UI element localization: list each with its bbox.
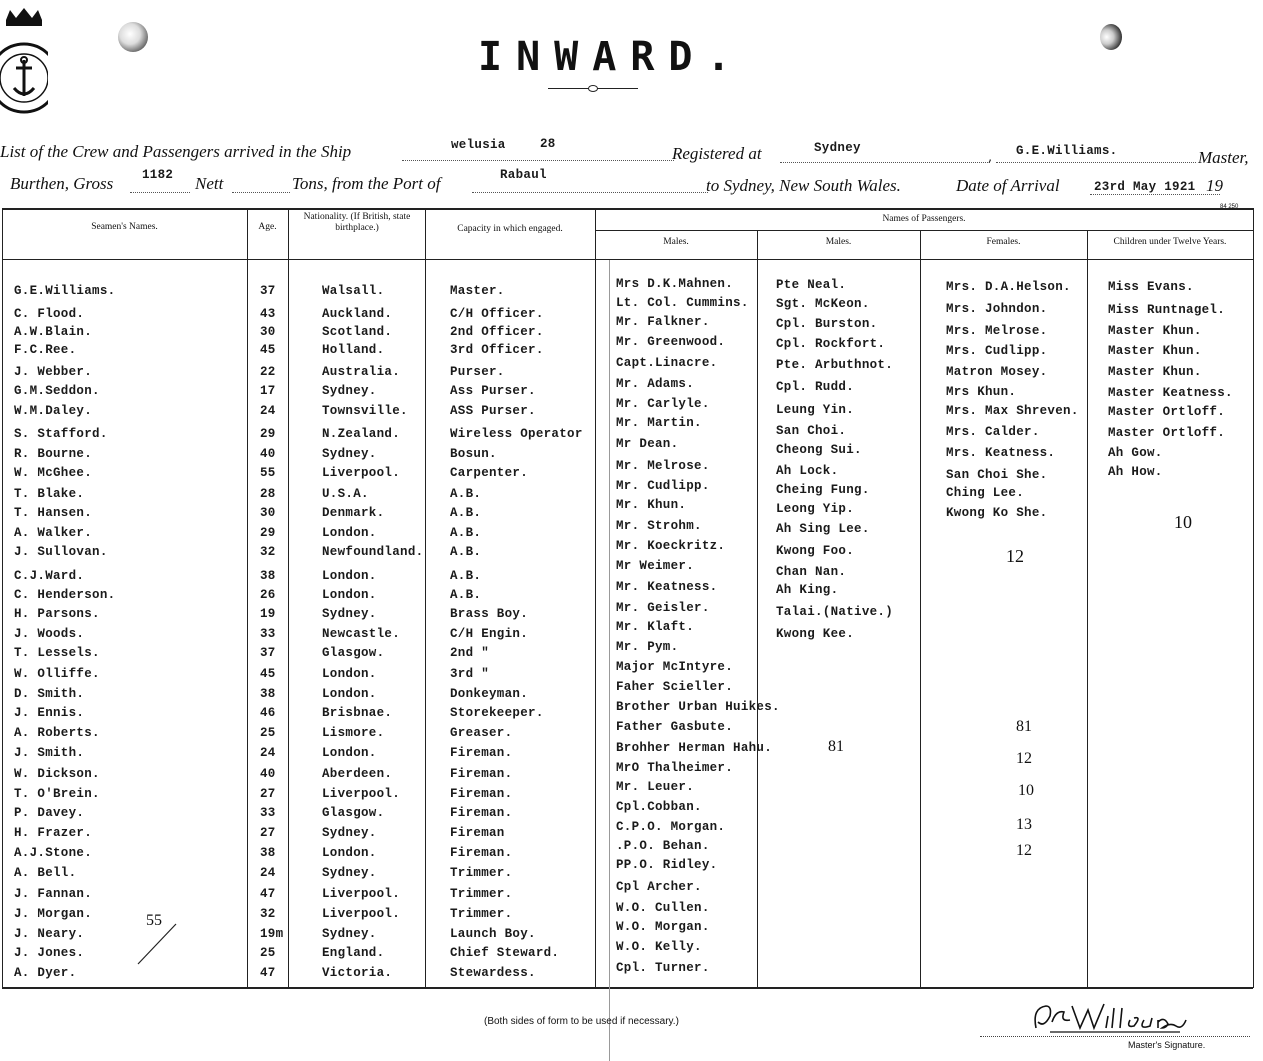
seaman-capacity: Stewardess. (450, 966, 536, 980)
date-rule (1090, 194, 1220, 195)
seaman-nationality: Aberdeen. (322, 767, 393, 781)
seaman-name: W. McGhee. (14, 466, 93, 480)
seaman-nationality: London. (322, 846, 377, 860)
passenger-female-name: Matron Mosey. (946, 365, 1048, 379)
seaman-age: 19 (260, 607, 276, 621)
passenger-female-name: Mrs Khun. (946, 385, 1017, 399)
passenger-male-name: Sgt. McKeon. (776, 297, 870, 311)
seaman-name: P. Davey. (14, 806, 85, 820)
seaman-age: 26 (260, 588, 276, 602)
seaman-capacity: Fireman. (450, 787, 513, 801)
handwritten-tally-1: 81 (1016, 718, 1032, 735)
seaman-name: A. Walker. (14, 526, 93, 540)
seaman-age: 47 (260, 887, 276, 901)
passenger-male-name: Mr. Martin. (616, 416, 702, 430)
handwritten-count-males2: 81 (828, 738, 844, 755)
handwritten-mark-55: 55 (146, 912, 162, 929)
passenger-male-name: Chan Nan. (776, 565, 847, 579)
seaman-capacity: Greaser. (450, 726, 513, 740)
handwritten-tally-5: 12 (1016, 842, 1032, 859)
header-line1-a: List of the Crew and Passengers arrived in the Ship (0, 142, 352, 161)
col-border-3 (425, 208, 426, 988)
passenger-male-name: Leung Yin. (776, 403, 855, 417)
seaman-age: 17 (260, 384, 276, 398)
passenger-male-name: Mr. Greenwood. (616, 335, 726, 349)
seaman-name: T. O'Brein. (14, 787, 100, 801)
seaman-nationality: Liverpool. (322, 466, 401, 480)
port-rule (472, 192, 708, 193)
seaman-nationality: London. (322, 667, 377, 681)
passenger-female-name: San Choi She. (946, 468, 1048, 482)
passenger-male-name: San Choi. (776, 424, 847, 438)
ship-rule (402, 160, 674, 161)
seaman-name: J. Sullovan. (14, 545, 108, 559)
seaman-age: 40 (260, 767, 276, 781)
seaman-capacity: C/H Engin. (450, 627, 529, 641)
passenger-male-name: Cheong Sui. (776, 443, 862, 457)
seaman-age: 24 (260, 404, 276, 418)
passenger-female-name: Mrs. Johndon. (946, 302, 1048, 316)
passenger-male-name: W.O. Morgan. (616, 920, 710, 934)
passenger-child-name: Master Khun. (1108, 324, 1202, 338)
col-border-4 (595, 208, 596, 988)
seaman-capacity: Fireman. (450, 767, 513, 781)
seaman-age: 29 (260, 526, 276, 540)
passenger-male-name: Cheing Fung. (776, 483, 870, 497)
seaman-age: 33 (260, 627, 276, 641)
seaman-capacity: Fireman (450, 826, 505, 840)
seaman-nationality: London. (322, 526, 377, 540)
handwritten-tally-2: 12 (1016, 750, 1032, 767)
passenger-child-name: Ah Gow. (1108, 446, 1163, 460)
seaman-capacity: A.B. (450, 569, 482, 583)
seaman-name: T. Hansen. (14, 506, 93, 520)
seaman-name: J. Jones. (14, 946, 85, 960)
seaman-age: 24 (260, 746, 276, 760)
passenger-male-name: Mr. Cudlipp. (616, 479, 710, 493)
passenger-male-name: Cpl. Turner. (616, 961, 710, 975)
nett-rule (232, 192, 290, 193)
handwritten-tally-4: 13 (1016, 816, 1032, 833)
seaman-name: G.E.Williams. (14, 284, 116, 298)
gross-value: 1182 (142, 168, 174, 182)
punch-hole-right-icon (1100, 24, 1122, 50)
seaman-capacity: Carpenter. (450, 466, 529, 480)
from-port: Rabaul (500, 168, 547, 182)
seaman-age: 47 (260, 966, 276, 980)
passenger-male-name: Father Gasbute. (616, 720, 734, 734)
seaman-nationality: Liverpool. (322, 887, 401, 901)
seaman-capacity: A.B. (450, 526, 482, 540)
passenger-male-name: W.O. Cullen. (616, 901, 710, 915)
col-border-6 (920, 230, 921, 988)
passenger-male-name: Mr. Melrose. (616, 459, 710, 473)
seaman-nationality: Scotland. (322, 325, 393, 339)
seaman-age: 37 (260, 284, 276, 298)
seaman-capacity: 2nd " (450, 646, 490, 660)
seaman-capacity: Fireman. (450, 806, 513, 820)
seaman-capacity: C/H Officer. (450, 307, 544, 321)
handwritten-slash (134, 920, 178, 968)
col-header-capacity: Capacity in which engaged. (457, 224, 563, 234)
col-header-children: Children under Twelve Years. (1113, 237, 1227, 247)
registered-at: Sydney (814, 141, 861, 155)
seaman-age: 24 (260, 866, 276, 880)
title-ornament-dot (588, 85, 598, 92)
master-signature-image (1030, 998, 1190, 1040)
passenger-male-name: Faher Scieller. (616, 680, 734, 694)
seaman-name: W. Olliffe. (14, 667, 100, 681)
handwritten-count-children: 10 (1174, 512, 1192, 532)
header-line1-c: Master, (1198, 148, 1249, 167)
passenger-male-name: Mr. Keatness. (616, 580, 718, 594)
col-border-5 (757, 230, 758, 988)
seaman-nationality: Walsall. (322, 284, 385, 298)
seaman-age: 55 (260, 466, 276, 480)
seaman-nationality: Glasgow. (322, 646, 385, 660)
table-bottom-border (2, 987, 1253, 989)
signature-rule (980, 1036, 1250, 1037)
seaman-name: A. Dyer. (14, 966, 77, 980)
seaman-nationality: Auckland. (322, 307, 393, 321)
passenger-male-name: Cpl. Burston. (776, 317, 878, 331)
seaman-capacity: Master. (450, 284, 505, 298)
passenger-female-name: Kwong Ko She. (946, 506, 1048, 520)
seaman-capacity: A.B. (450, 506, 482, 520)
passenger-female-name: Mrs. Calder. (946, 425, 1040, 439)
passenger-child-name: Master Ortloff. (1108, 426, 1226, 440)
passenger-male-name: Mr. Strohm. (616, 519, 702, 533)
seaman-name: W. Dickson. (14, 767, 100, 781)
seaman-name: J. Smith. (14, 746, 85, 760)
seaman-name: S. Stafford. (14, 427, 108, 441)
passenger-male-name: Kwong Foo. (776, 544, 855, 558)
seaman-capacity: Fireman. (450, 746, 513, 760)
seaman-nationality: Newfoundland. (322, 545, 424, 559)
seaman-name: T. Lessels. (14, 646, 100, 660)
form-code: 84 250 (1220, 204, 1239, 210)
passenger-male-name: Mr. Geisler. (616, 601, 710, 615)
seaman-capacity: 3rd " (450, 667, 490, 681)
passenger-male-name: Mr. Falkner. (616, 315, 710, 329)
passenger-female-name: Mrs. Cudlipp. (946, 344, 1048, 358)
passenger-male-name: Major McIntyre. (616, 660, 734, 674)
passenger-male-name: Lt. Col. Cummins. (616, 296, 749, 310)
seaman-name: J. Webber. (14, 365, 93, 379)
seaman-age: 27 (260, 826, 276, 840)
passenger-male-name: Ah King. (776, 583, 839, 597)
header-line1-b: Registered at (672, 144, 762, 163)
seaman-nationality: Liverpool. (322, 787, 401, 801)
col-header-seamen: Seamen's Names. (91, 222, 158, 232)
seaman-name: J. Ennis. (14, 706, 85, 720)
col-header-females: Females. (986, 237, 1021, 247)
ship-name: welusia (451, 138, 506, 152)
footer-note: (Both sides of form to be used if necessary.) (484, 1016, 679, 1027)
seaman-age: 32 (260, 545, 276, 559)
seaman-nationality: Brisbnae. (322, 706, 393, 720)
seaman-capacity: Fireman. (450, 846, 513, 860)
passenger-male-name: Mr. Adams. (616, 377, 695, 391)
passenger-male-name: Pte Neal. (776, 278, 847, 292)
col-header-males2: Males. (825, 237, 852, 247)
seaman-name: C. Flood. (14, 307, 85, 321)
seaman-age: 27 (260, 787, 276, 801)
seaman-nationality: England. (322, 946, 385, 960)
header-line2-d: to Sydney, New South Wales. (706, 176, 901, 195)
seaman-nationality: Townsville. (322, 404, 408, 418)
passenger-child-name: Master Khun. (1108, 344, 1202, 358)
passenger-male-name: Ah Lock. (776, 464, 839, 478)
passenger-male-name: PP.O. Ridley. (616, 858, 718, 872)
seaman-age: 40 (260, 447, 276, 461)
seaman-age: 38 (260, 846, 276, 860)
col-border-8 (1253, 208, 1254, 988)
seaman-capacity: Trimmer. (450, 887, 513, 901)
col-border-7 (1087, 230, 1088, 988)
seaman-age: 46 (260, 706, 276, 720)
seaman-nationality: Sydney. (322, 927, 377, 941)
seaman-age: 38 (260, 687, 276, 701)
seaman-name: C. Henderson. (14, 588, 116, 602)
seaman-nationality: Denmark. (322, 506, 385, 520)
passenger-male-name: Cpl. Rockfort. (776, 337, 886, 351)
seaman-nationality: U.S.A. (322, 487, 369, 501)
passenger-female-name: Mrs. Max Shreven. (946, 404, 1079, 418)
seaman-capacity: Launch Boy. (450, 927, 536, 941)
seaman-nationality: Victoria. (322, 966, 393, 980)
seaman-name: A. Bell. (14, 866, 77, 880)
col-border-1 (247, 208, 248, 988)
seaman-capacity: A.B. (450, 545, 482, 559)
passenger-male-name: C.P.O. Morgan. (616, 820, 726, 834)
passenger-male-name: Cpl.Cobban. (616, 800, 702, 814)
seaman-nationality: London. (322, 746, 377, 760)
seaman-nationality: London. (322, 588, 377, 602)
seaman-age: 19m (260, 927, 284, 941)
col-header-age: Age. (258, 222, 277, 232)
passenger-male-name: Mr Weimer. (616, 559, 695, 573)
seaman-nationality: Sydney. (322, 866, 377, 880)
seaman-name: H. Parsons. (14, 607, 100, 621)
seaman-name: D. Smith. (14, 687, 85, 701)
passenger-male-name: Mr. Koeckritz. (616, 539, 726, 553)
handwritten-count-females: 12 (1006, 546, 1024, 566)
seaman-capacity: ASS Purser. (450, 404, 536, 418)
header-line2-c: Tons, from the Port of (292, 174, 441, 193)
page-title: INWARD. (478, 34, 745, 80)
seaman-name: A. Roberts. (14, 726, 100, 740)
seaman-age: 32 (260, 907, 276, 921)
ship-number: 28 (540, 137, 556, 151)
seaman-capacity: Trimmer. (450, 907, 513, 921)
seaman-nationality: Sydney. (322, 826, 377, 840)
seaman-nationality: Holland. (322, 343, 385, 357)
seaman-name: C.J.Ward. (14, 569, 85, 583)
seaman-name: G.M.Seddon. (14, 384, 100, 398)
passenger-child-name: Master Keatness. (1108, 386, 1233, 400)
passengers-subheader-border (595, 230, 1253, 231)
seaman-age: 28 (260, 487, 276, 501)
seaman-name: H. Frazer. (14, 826, 93, 840)
seaman-capacity: 2nd Officer. (450, 325, 544, 339)
col-header-males1: Males. (663, 237, 689, 247)
seaman-age: 30 (260, 506, 276, 520)
seaman-name: J. Morgan. (14, 907, 93, 921)
seaman-name: A.W.Blain. (14, 325, 93, 339)
seaman-nationality: Newcastle. (322, 627, 401, 641)
passenger-child-name: Ah How. (1108, 465, 1163, 479)
passenger-male-name: Kwong Kee. (776, 627, 855, 641)
seaman-capacity: Purser. (450, 365, 505, 379)
seaman-age: 45 (260, 667, 276, 681)
passenger-male-name: MrO Thalheimer. (616, 761, 734, 775)
seaman-nationality: London. (322, 569, 377, 583)
passenger-male-name: Mr. Khun. (616, 498, 687, 512)
passenger-male-name: Mr. Klaft. (616, 620, 695, 634)
passenger-male-name: Mrs D.K.Mahnen. (616, 277, 734, 291)
passenger-female-name: Mrs. Keatness. (946, 446, 1056, 460)
passenger-male-name: Mr. Leuer. (616, 780, 695, 794)
seaman-age: 22 (260, 365, 276, 379)
seaman-age: 38 (260, 569, 276, 583)
passenger-male-name: Brother Urban Huikes. (616, 700, 780, 714)
year-suffix: 19 (1206, 176, 1223, 195)
seaman-age: 43 (260, 307, 276, 321)
master-name: G.E.Williams. (1016, 144, 1118, 158)
seaman-name: J. Woods. (14, 627, 85, 641)
col-border-0 (2, 208, 3, 988)
col-header-passengers: Names of Passengers. (882, 214, 966, 224)
punch-hole-left-icon (118, 22, 148, 52)
passenger-child-name: Master Khun. (1108, 365, 1202, 379)
seaman-nationality: Liverpool. (322, 907, 401, 921)
seaman-capacity: 3rd Officer. (450, 343, 544, 357)
seaman-nationality: London. (322, 687, 377, 701)
seaman-capacity: Chief Steward. (450, 946, 560, 960)
passenger-male-name: Mr. Carlyle. (616, 397, 710, 411)
table-top-border (2, 208, 1253, 210)
seaman-capacity: Trimmer. (450, 866, 513, 880)
seaman-nationality: Sydney. (322, 607, 377, 621)
col-border-2 (288, 208, 289, 988)
seaman-nationality: Sydney. (322, 384, 377, 398)
col-header-nationality: Nationality. (If British, state birthplace.) (303, 212, 411, 233)
passenger-male-name: W.O. Kelly. (616, 940, 702, 954)
master-rule (996, 162, 1196, 163)
seaman-age: 25 (260, 946, 276, 960)
passenger-child-name: Miss Evans. (1108, 280, 1194, 294)
passenger-female-name: Ching Lee. (946, 486, 1025, 500)
seaman-nationality: Lismore. (322, 726, 385, 740)
seaman-nationality: Sydney. (322, 447, 377, 461)
seaman-capacity: Ass Purser. (450, 384, 536, 398)
passenger-female-name: Mrs. D.A.Helson. (946, 280, 1071, 294)
passenger-male-name: Ah Sing Lee. (776, 522, 870, 536)
gross-rule (130, 192, 190, 193)
handwritten-tally-3: 10 (1018, 782, 1034, 799)
seaman-age: 45 (260, 343, 276, 357)
seaman-age: 30 (260, 325, 276, 339)
seaman-name: A.J.Stone. (14, 846, 93, 860)
passenger-male-name: Cpl. Rudd. (776, 380, 855, 394)
seaman-age: 25 (260, 726, 276, 740)
seaman-name: J. Neary. (14, 927, 85, 941)
fold-line (609, 260, 610, 1061)
passenger-male-name: Cpl Archer. (616, 880, 702, 894)
seaman-capacity: A.B. (450, 487, 482, 501)
passenger-child-name: Master Ortloff. (1108, 405, 1226, 419)
passenger-child-name: Miss Runtnagel. (1108, 303, 1226, 317)
passenger-male-name: Mr. Pym. (616, 640, 679, 654)
passenger-male-name: Brohher Herman Hahu. (616, 741, 773, 755)
seaman-capacity: Bosun. (450, 447, 497, 461)
passenger-male-name: Talai.(Native.) (776, 605, 894, 619)
seaman-name: W.M.Daley. (14, 404, 93, 418)
seaman-nationality: N.Zealand. (322, 427, 401, 441)
seaman-name: F.C.Ree. (14, 343, 77, 357)
header-bottom-border (2, 259, 1253, 260)
seaman-nationality: Australia. (322, 365, 401, 379)
seaman-name: J. Fannan. (14, 887, 93, 901)
registered-rule (780, 162, 990, 163)
passenger-male-name: Pte. Arbuthnot. (776, 358, 894, 372)
crown-seal-logo (0, 8, 48, 126)
seaman-age: 29 (260, 427, 276, 441)
seaman-capacity: Brass Boy. (450, 607, 529, 621)
signature-label: Master's Signature. (1128, 1040, 1206, 1050)
seaman-capacity: A.B. (450, 588, 482, 602)
passenger-female-name: Mrs. Melrose. (946, 324, 1048, 338)
passenger-male-name: Leong Yip. (776, 502, 855, 516)
header-line2-e: Date of Arrival (956, 176, 1060, 195)
header-line2-a: Burthen, Gross (10, 174, 114, 193)
seaman-age: 33 (260, 806, 276, 820)
comma-sep: , (988, 150, 993, 165)
arrival-date: 23rd May 1921 (1094, 180, 1196, 194)
passenger-male-name: Mr Dean. (616, 437, 679, 451)
seaman-capacity: Wireless Operator (450, 427, 583, 441)
seaman-name: T. Blake. (14, 487, 85, 501)
seaman-nationality: Glasgow. (322, 806, 385, 820)
seaman-capacity: Storekeeper. (450, 706, 544, 720)
passenger-male-name: .P.O. Behan. (616, 839, 710, 853)
seaman-name: R. Bourne. (14, 447, 93, 461)
seaman-capacity: Donkeyman. (450, 687, 529, 701)
header-line2-b: Nett (195, 174, 224, 193)
passenger-male-name: Capt.Linacre. (616, 356, 718, 370)
seaman-age: 37 (260, 646, 276, 660)
